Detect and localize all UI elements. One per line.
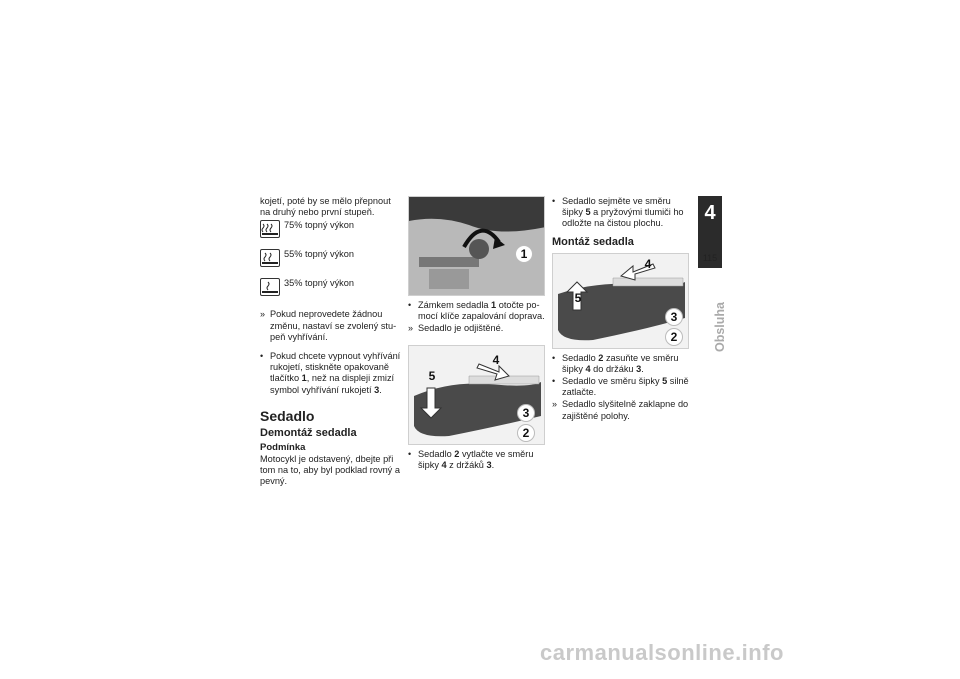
step-item: • Sedadlo 2 vytlačte ve směru šipky 4 z držáků 3. (408, 448, 534, 470)
result-item: » Sedadlo je odjištěné. (408, 323, 504, 334)
step-item: • Zámkem sedadla 1 otočte po-mocí klíče zapalování doprava. (408, 300, 545, 322)
callout-5: 5 (574, 290, 582, 305)
column-2 (408, 196, 550, 472)
step-item: • Pokud chcete vypnout vyhřívání rukojetí, stiskněte opakovaně tlačítko 1, než na displeji zmizí symbol vyhřívání rukojetí 3. (260, 351, 401, 395)
bullet-icon: • (260, 351, 264, 362)
column-3 (552, 196, 694, 423)
bullet-icon: • (552, 352, 556, 363)
heat-level-label: 55% topný výkon (284, 249, 354, 260)
step-list (408, 449, 550, 471)
intro-text: kojetí, poté by se mělo přepnout na druhý nebo první stupeň. (260, 196, 391, 218)
step-list (408, 300, 550, 335)
heat-level-row (260, 220, 402, 247)
callout-2: 2 (517, 424, 535, 442)
callout-2: 2 (665, 328, 683, 346)
bullet-icon: • (552, 376, 556, 387)
result-item: » Pokud neprovedete žádnou změnu, nastaví se zvolený stu-peň vyhřívání. (260, 309, 397, 342)
page-number: 115 (702, 253, 718, 263)
chapter-number: 4 (704, 202, 716, 224)
bullet-icon: • (552, 196, 556, 206)
step-item: • Sedadlo sejměte ve směru šipky 5 a pryžovými tlumiči ho odložte na čistou plochu. (552, 196, 684, 229)
heat-level-label: 75% topný výkon (284, 220, 354, 231)
subsection-title: Montáž sedadla (552, 235, 634, 248)
chapter-label: Obsluha (713, 302, 727, 353)
callout-3: 3 (517, 404, 535, 422)
bullet-icon: • (408, 300, 412, 310)
condition-title: Podmínka (260, 441, 306, 453)
heat-level-3-icon (260, 220, 280, 238)
result-arrow-icon: » (260, 309, 266, 320)
callout-4: 4 (492, 352, 500, 367)
callout-4: 4 (644, 256, 652, 271)
heat-level-row (260, 278, 402, 305)
step-list (552, 196, 694, 230)
callout-5: 5 (428, 368, 436, 383)
result-item: » Sedadlo slyšitelně zaklapne do zajištěné polohy. (552, 399, 689, 421)
heat-level-2-icon (260, 249, 280, 267)
condition-text: Motocykl je odstavený, dbejte při tom na to, aby byl podklad rovný a pevný. (260, 454, 400, 487)
seat-lock-photo (408, 196, 545, 296)
result-arrow-icon: » (552, 399, 558, 410)
watermark: carmanualsonline.info (540, 640, 784, 665)
seat-removal-photo (408, 345, 545, 445)
heat-level-row (260, 249, 402, 276)
step-list (552, 353, 694, 422)
section-title: Sedadlo (260, 407, 315, 424)
step-item: • Sedadlo ve směru šipky 5 silně zatlačte. (552, 376, 689, 398)
heat-level-1-icon (260, 278, 280, 296)
seat-installation-photo (552, 253, 689, 349)
column-1 (260, 196, 402, 490)
callout-1: 1 (515, 245, 533, 263)
callout-3: 3 (665, 308, 683, 326)
step-list (260, 309, 402, 395)
bullet-icon: • (408, 448, 412, 459)
subsection-title: Demontáž sedadla (260, 426, 357, 439)
step-item: • Sedadlo 2 zasuňte ve směru šipky 4 do držáku 3. (552, 352, 679, 374)
result-arrow-icon: » (408, 323, 414, 334)
heat-level-label: 35% topný výkon (284, 278, 354, 289)
